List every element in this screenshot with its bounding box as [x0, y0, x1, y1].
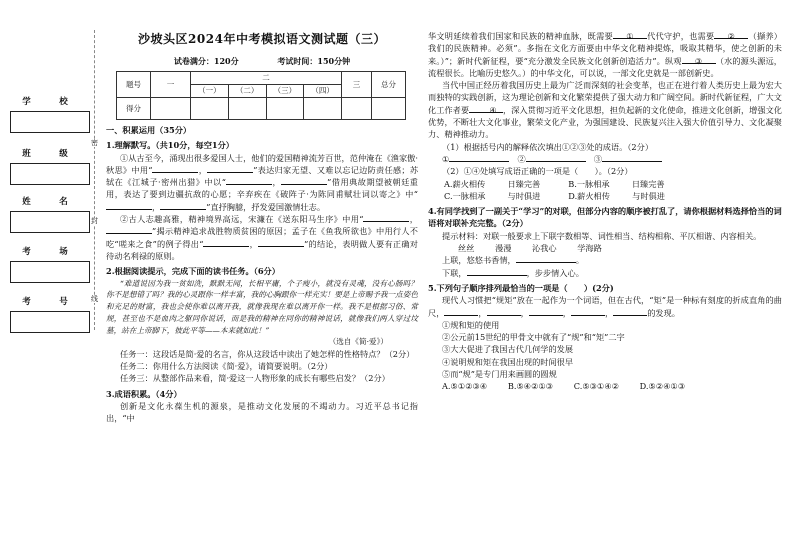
blank-marker-2: ②: [727, 31, 736, 41]
question-3-text: 创新是文化永葆生机的源泉，是推动文化发展的不竭动力。习近平总书记指出，“中: [106, 400, 418, 424]
seal-line: [94, 30, 95, 330]
q5-choice-a[interactable]: A.⑤①②③④: [442, 381, 488, 392]
number-field: [10, 296, 90, 333]
q3-passage-para-2: [428, 79, 782, 140]
answer-blank[interactable]: [281, 176, 327, 185]
option-c[interactable]: [444, 190, 554, 202]
answer-blank[interactable]: [714, 30, 748, 39]
word-item: 沁我心: [532, 243, 557, 254]
answer-blank[interactable]: [516, 254, 576, 263]
school-label: 学 校: [22, 97, 78, 107]
q5-item: ④说明规和矩在我国出现的时间很早: [442, 356, 574, 367]
score-head-label: 题号: [117, 72, 151, 98]
question-5-text: 现代人习惯把“规矩”放在一起作为一个词语，但在古代，“矩”是一种标有刻度的折成直角的曲尺， ， ， ， ， 的发现。: [428, 295, 782, 318]
score-cell[interactable]: [304, 98, 342, 120]
option-b-word2: 日臻完善: [631, 178, 665, 189]
answer-blank[interactable]: [152, 164, 198, 173]
answer-blank[interactable]: [487, 307, 521, 316]
class-field: [10, 148, 90, 185]
option-b[interactable]: [568, 178, 678, 190]
exam-meta: [106, 55, 418, 67]
q5-text: 的发现。: [647, 307, 680, 318]
exam-time: 考试时间：150分钟: [277, 56, 351, 66]
answer-blank[interactable]: [529, 307, 563, 316]
score-cell[interactable]: [372, 98, 406, 120]
option-d-word1: D.薪火相传: [568, 190, 610, 201]
section-heading: 一、积累运用（35分）: [106, 125, 192, 135]
seal-char-feng: 封: [91, 217, 98, 225]
options-row-1: [428, 178, 782, 190]
name-label: 姓 名: [22, 197, 78, 207]
q5-item: ①规和矩的使用: [442, 319, 500, 330]
answer-blank[interactable]: [467, 267, 527, 276]
option-c-word2: 与时俱进: [507, 190, 541, 201]
subquestion-2: （2）①④处填写成语正确的一项是（ ）。（2分）: [442, 166, 633, 177]
q1-text: ”揭示精神追求战胜物质贫困的原因；孟子在《鱼我所欲也》中用行人不吃“嗟来之食”的例子得出“: [106, 226, 418, 249]
option-b-word1: B.一脉相承: [568, 178, 610, 189]
q5-choices: [428, 380, 782, 392]
q5-choice-d[interactable]: D.⑤②④①③: [639, 381, 686, 392]
score-sub-2: （二）: [228, 85, 266, 98]
options-row-2: [428, 190, 782, 202]
answer-blank[interactable]: [571, 307, 605, 316]
score-head-part1: 一: [151, 72, 191, 98]
answer-blank[interactable]: [449, 153, 509, 162]
score-sub-1: （一）: [191, 85, 229, 98]
q3-text: 代代守护，也需要: [646, 31, 715, 41]
q1-text: ”表达归家无望、又难以忘记边防责任感；苏轼在《江城子·密州出猎》中以“: [106, 164, 419, 188]
couplet-lower-text: 下联，: [442, 267, 467, 278]
couplet-lower: [428, 267, 782, 279]
answer-blank[interactable]: [106, 201, 152, 210]
answer-blank[interactable]: [444, 307, 478, 316]
word-item: 学海路: [577, 243, 602, 254]
answer-blank[interactable]: [106, 225, 152, 234]
seal-char-mi: 密: [91, 139, 98, 147]
room-field: [10, 246, 90, 283]
subquestion-1-blanks: ① ② ③: [428, 153, 782, 165]
score-table: [116, 71, 406, 120]
task-3: 任务三：从整部作品来看，简·爱这一人物形象的成长有哪些启发？（2分）: [120, 373, 390, 384]
couplet-upper: 上联，悠悠书香情， 。: [442, 255, 584, 266]
couplet-lower-text: ，步步情入心。: [526, 267, 584, 278]
q5-choice-c[interactable]: C.⑤③①④②: [573, 381, 620, 392]
score-head-total: 总分: [372, 72, 406, 98]
question-4-tip: 提示材料：对联一般要求上下联字数相等、词性相当、结构相称、平仄相谐、内容相关。: [442, 230, 762, 241]
word-item: 漫漫: [495, 243, 512, 254]
option-c-word1: C.一脉相承: [444, 190, 486, 201]
jane-eyre-passage: “难道说因为我一贫如洗，默默无闻，长相平庸，个子瘦小，就没有灵魂，没有心肠吗？你不是想错了吗？我的心灵跟你一样丰富，我的心胸跟你一样充实！要是上帝赐予我一点姿色和充足的财富，我也会使你难以离开我，就像我现在难以离开你一样。我不是根据习俗、常规，甚至也不是血肉之躯同你说话，而是我的精神在同你的精神说话，就像我们两人穿过坟墓，站在上帝脚下，彼此平等——本来就如此！”: [106, 278, 418, 335]
q3-text: （撷养）: [748, 31, 782, 41]
seal-char-xian: 线: [91, 295, 98, 303]
answer-blank[interactable]: [682, 55, 716, 64]
q3-text: （水的源头源远，流程很长。比喻历史悠久。）的中华文化，可以说，一部文化史就是一部创新史。: [428, 55, 782, 78]
question-1-para-1: ①从古至今，涌现出很多爱国人士，他们的爱国精神流芳百世，范仲淹在《渔家傲·秋思》中用“ ， ”表达归家无望、又难以忘记边防责任感；苏轼在《江城子·密州出猎》中以“ ， ”借用典故期望被朝廷重用，表达了要到边疆抗敌的心愿；辛弃疾在《破阵子·为陈同甫赋壮词以寄之》中“， ”直抒胸臆，抒发爱国激情壮志。: [106, 152, 419, 212]
couplet-upper-text: 上联，悠悠书香情，: [442, 255, 516, 266]
answer-blank[interactable]: [258, 238, 304, 247]
q1-text: ”的结论，表明做人要有正确对待动名利禄的原则。: [106, 238, 418, 261]
option-a[interactable]: [444, 178, 554, 190]
q5-item: ⑤而“规”是专门用来画圆的圆规: [442, 369, 557, 380]
answer-blank[interactable]: [526, 153, 586, 162]
passage-source: （选自《简·爱》）: [328, 337, 388, 347]
class-label: 班 级: [22, 149, 78, 159]
name-box[interactable]: [10, 211, 90, 233]
q1-text: ”直抒胸臆，抒发爱国激情壮志。: [206, 201, 326, 212]
answer-blank[interactable]: [207, 164, 253, 173]
blank-marker-4: ④: [489, 104, 497, 115]
word-item: 丝丝: [458, 243, 475, 254]
question-1-title: 1.理解默写。（共10分，每空1分）: [106, 140, 234, 151]
answer-blank[interactable]: [613, 307, 647, 316]
answer-blank[interactable]: [160, 201, 206, 210]
score-cell[interactable]: [191, 98, 229, 120]
option-d-word2: 与时俱进: [632, 190, 665, 201]
score-head-part2: 二: [191, 72, 342, 85]
name-field: [10, 196, 90, 233]
score-sub-3: （三）: [266, 85, 304, 98]
score-cell[interactable]: [342, 98, 372, 120]
blank-marker-3: ③: [694, 55, 703, 66]
answer-blank[interactable]: [226, 176, 272, 185]
q3-text: ，深入贯彻习近平文化思想，担负起新的文化使命，推进文化创新，增强文化优势，不断壮大文化事业，繁荣文化产业，为强国建设、民族复兴注入强大价值引导力、文化凝聚力、精神推动力。: [428, 104, 782, 140]
answer-blank[interactable]: [613, 30, 647, 39]
class-box[interactable]: [10, 163, 90, 185]
question-1-para-2: ②古人志趣高雅，精神境界高远，宋濂在《送东阳马生序》中用“ ，”揭示精神追求战胜物质贫困的原因；孟子在《鱼我所欲也》中用行人不吃“嗟来之食”的例子得出“ ， ”的结论，表明做人要有正确对待动名利禄的原则。: [106, 214, 418, 261]
q1-text: ①从古至今，涌现出很多爱国人士，他们的爱国精神流芳百世，范仲淹在《渔家傲·秋思》中用“: [106, 152, 418, 175]
option-d[interactable]: [568, 190, 679, 202]
number-label: 考 号: [22, 297, 78, 307]
q1-text: ②古人志趣高雅，精神境界高远，宋濂在《送东阳马生序》中用“: [120, 214, 364, 225]
question-5-title: 5.下列句子顺序排列最恰当的一项是（ ）(2分): [428, 282, 614, 293]
q3-text: 我们的民族精神。必须”。多指在文化方面要由中华文化精神提炼，吸取其精华，使之创新的未来。）”；新时代新征程，要“充分激发全民族文化创新创造活力”。纵观: [428, 43, 782, 66]
school-field: [10, 96, 90, 133]
q5-item: ②公元前15世纪的甲骨文中就有了“规”和“矩”二字: [442, 332, 625, 343]
answer-blank[interactable]: [469, 104, 503, 113]
blank-marker-1: ①: [626, 31, 634, 41]
room-box[interactable]: [10, 261, 90, 283]
subquestion-1: （1）根据括号内的解释依次填出①②③处的成语。（2分）: [442, 141, 654, 152]
question-4-title: 4.有同学找到了一副关于“学习”的对联，但部分内容的顺序被打乱了，请你根据材料选择恰当的词语将对联补充完整。（2分）: [428, 206, 782, 229]
task-1: 任务一：这段话是简·爱的名言，你从这段话中读出了她怎样的性格特点？（2分）: [120, 348, 415, 359]
number-box[interactable]: [10, 311, 90, 333]
question-2-title: 2.根据阅读提示，完成下面的读书任务。（6分）: [106, 266, 280, 277]
score-cell[interactable]: [266, 98, 304, 120]
score-cell[interactable]: [151, 98, 191, 120]
answer-blank[interactable]: [203, 238, 249, 247]
option-a-word1: A.薪火相传: [444, 178, 486, 189]
answer-blank[interactable]: [602, 153, 662, 162]
q1-text: ”借用典故期望被朝廷重用，表达了要到边疆抗敌的心愿；辛弃疾在《破阵子·为陈同甫赋壮词以寄之》中“: [106, 177, 418, 200]
question-3-title: 3.成语积累。（4分）: [106, 388, 182, 399]
word-bank: [428, 242, 782, 254]
score-cell[interactable]: [228, 98, 266, 120]
q5-text: 现代人习惯把“规矩”放在一起作为一个词语，但在古代，“矩”是一种标有刻度的折成直角的曲尺，: [428, 295, 782, 318]
room-label: 考 场: [22, 247, 78, 257]
left-column: [106, 30, 418, 425]
q5-choice-b[interactable]: B.⑤④②①③: [507, 381, 554, 392]
q3-passage-cont: [428, 30, 782, 79]
q3-text: 华文明延续着我们国家和民族的精神血脉，既需要: [428, 31, 613, 41]
score-head-part3: 三: [342, 72, 372, 98]
q3-text: 当代中国正经历着我国历史上最为广泛而深刻的社会变革，也正在进行着人类历史上最为宏大而独特的实践创新，这为理论创新和文化繁荣提供了强大动力和广阔空间。新时代新征程，广大文化工作者要: [428, 80, 782, 115]
full-score: 试卷满分：120分: [173, 56, 239, 66]
task-2: 任务二：你用什么方法阅读《简·爱》，请简要说明。（2分）: [120, 361, 333, 372]
page-title: 沙坡头区2024年中考模拟语文测试题（三）: [138, 32, 386, 46]
score-row-label: 得分: [117, 98, 151, 120]
score-sub-4: （四）: [304, 85, 342, 98]
option-a-word2: 日臻完善: [507, 178, 541, 189]
binding-strip: [0, 0, 100, 550]
answer-blank[interactable]: [363, 213, 409, 222]
q5-item: ③大大促进了我国古代几何学的发展: [442, 344, 574, 355]
school-box[interactable]: [10, 111, 90, 133]
right-column: [428, 30, 782, 393]
